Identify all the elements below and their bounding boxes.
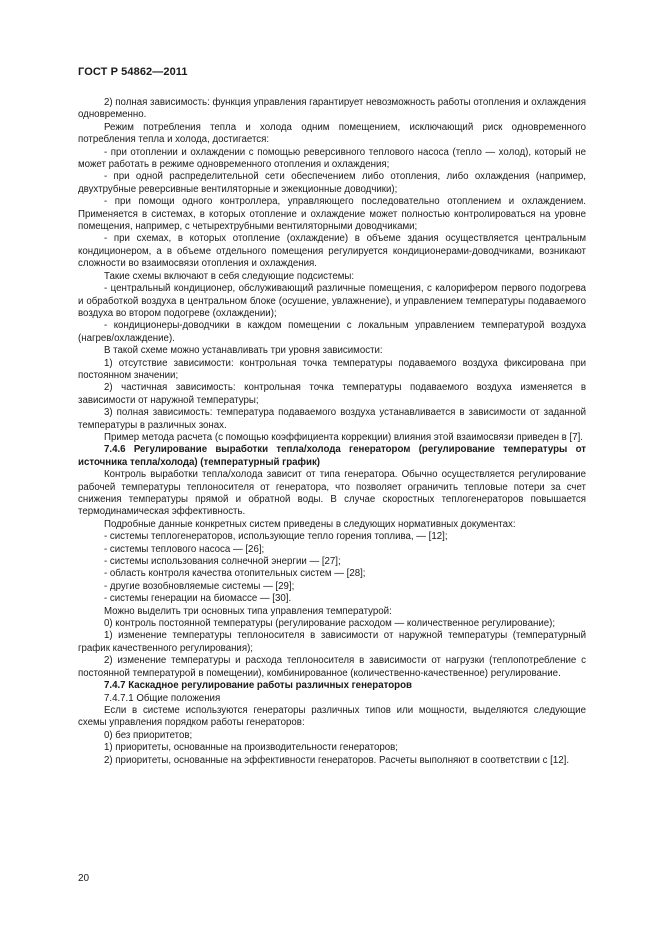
paragraph: Пример метода расчета (с помощью коэффициента коррекции) влияния этой взаимосвязи приведен в [7]. xyxy=(104,431,583,443)
paragraph: Такие схемы включают в себя следующие подсистемы: xyxy=(104,270,355,282)
paragraph: - при помощи одного контроллера, управляющего последовательно отоплением и охлаждением. Применяется в системах, в которых отопление и охлаждение может полностью контролироваться на уровне помещения, например, с четырехтрубными вентиляторными доводчиками; xyxy=(78,196,586,233)
paragraph: - системы теплогенераторов, использующие тепло горения топлива, — [12]; xyxy=(104,531,448,543)
paragraph: 1) отсутствие зависимости: контрольная точка температуры подаваемого воздуха фиксирована при постоянном значении; xyxy=(78,357,586,381)
paragraph: 1) изменение температуры теплоносителя в зависимости от наружной температуры (температурный график качественного регулирования); xyxy=(78,630,586,654)
paragraph: - при одной распределительной сети обеспечением либо отопления, либо охлаждения (например, двухтрубные реверсивные вентиляторные и эжекционные доводчики); xyxy=(78,171,586,195)
section-heading: 7.4.7 Каскадное регулирование работы различных генераторов xyxy=(104,680,412,692)
paragraph: 0) контроль постоянной температуры (регулирование расходом — количественное регулирование); xyxy=(104,618,556,630)
section-heading: 7.4.6 Регулирование выработки тепла/холода генератором (регулирование температуры от источника тепла/холода) (температурный график) xyxy=(78,444,586,468)
paragraph: 2) приоритеты, основанные на эффективности генераторов. Расчеты выполняют в соответствии с [12]. xyxy=(104,754,570,766)
paragraph: Подробные данные конкретных систем приведены в следующих нормативных документах: xyxy=(104,518,516,530)
paragraph: - другие возобновляемые системы — [29]; xyxy=(104,580,295,592)
paragraph: - кондиционеры-доводчики в каждом помещении с локальным управлением температурой воздуха (нагрев/охлаждение). xyxy=(78,320,586,344)
paragraph: - область контроля качества отопительных систем — [28]; xyxy=(104,568,366,580)
paragraph: - системы теплового насоса — [26]; xyxy=(104,543,265,555)
paragraph: 3) полная зависимость: температура подаваемого воздуха устанавливается в зависимости от заданной температуры в различных зонах. xyxy=(78,407,586,431)
document-header: ГОСТ Р 54862—2011 xyxy=(78,66,188,78)
paragraph: 2) полная зависимость: функция управления гарантирует невозможность работы отопления и охлаждения одновременно. xyxy=(78,97,586,121)
document-body xyxy=(78,97,586,767)
paragraph: Можно выделить три основных типа управления температурой: xyxy=(104,605,392,617)
paragraph: 1) приоритеты, основанные на производительности генераторов; xyxy=(104,742,398,754)
paragraph: 0) без приоритетов; xyxy=(104,729,193,741)
paragraph: - системы использования солнечной энергии — [27]; xyxy=(104,556,341,568)
paragraph: Контроль выработки тепла/холода зависит от типа генератора. Обычно осуществляется регулирование рабочей температуры теплоносителя от генератора, что позволяет ограничить тепловые потери за счет снижения температуры прямой и обратной воды. В случае скоростных теплогенераторов повышается термодинамическая эффективность. xyxy=(78,469,586,518)
paragraph: Режим потребления тепла и холода одним помещением, исключающий риск одновременного потребления тепла и холода, достигается: xyxy=(78,121,586,146)
paragraph: 2) частичная зависимость: контрольная точка температуры подаваемого воздуха изменяется в зависимости от наружной температуры; xyxy=(78,382,586,406)
paragraph: - системы генерации на биомассе — [30]. xyxy=(104,593,292,605)
paragraph: 2) изменение температуры и расхода теплоносителя в зависимости от нагрузки (теплопотребление с постоянной температурой в помещении), комбинированное (количественно-качественное) регулирование. xyxy=(78,655,586,679)
paragraph: Если в системе используются генераторы различных типов или мощности, выделяются следующие схемы управления порядком работы генераторов: xyxy=(78,704,586,729)
paragraph: - при отоплении и охлаждении с помощью реверсивного теплового насоса (тепло — холод), который не может работать в режиме одновременного отопления и охлаждения; xyxy=(78,146,586,171)
paragraph: - центральный кондиционер, обслуживающий различные помещения, с калорифером первого подогрева и обработкой воздуха в центральном блоке (осушение, увлажнение), и управлением температуры подаваемого воздуха во втором подогреве (охлаждении); xyxy=(78,283,586,319)
paragraph: В такой схеме можно устанавливать три уровня зависимости: xyxy=(104,345,383,357)
paragraph: 7.4.7.1 Общие положения xyxy=(104,692,221,704)
page-number: 20 xyxy=(78,873,90,884)
paragraph: - при схемах, в которых отопление (охлаждение) в объеме здания осуществляется центральным кондиционером, а в объеме отдельного помещения регулируется кондиционерами-доводчиками, возникают сложности во взаимосвязи отопления и охлаждения. xyxy=(78,233,586,270)
